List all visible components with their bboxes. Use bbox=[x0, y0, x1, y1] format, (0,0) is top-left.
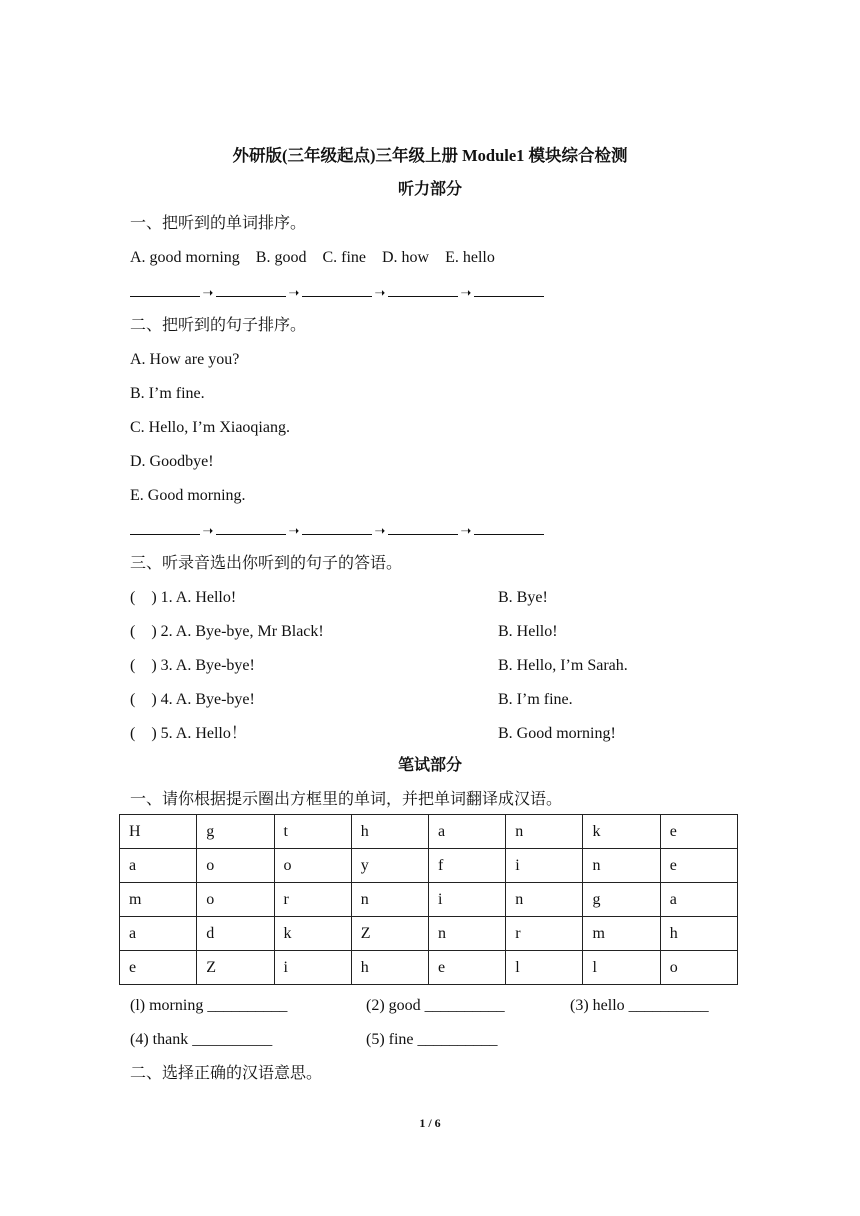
document-title: 外研版(三年级起点)三年级上册 Module1 模块综合检测 bbox=[232, 146, 628, 165]
letter-grid bbox=[119, 814, 738, 985]
arrow-icon: ➝ bbox=[460, 523, 472, 538]
answer-blank[interactable] bbox=[216, 282, 286, 297]
answer-blank[interactable] bbox=[130, 282, 200, 297]
choice-item-b: B. Good morning! bbox=[498, 725, 616, 742]
arrow-icon: ➝ bbox=[374, 523, 386, 538]
grid-cell[interactable]: e bbox=[120, 951, 197, 985]
grid-cell[interactable]: g bbox=[197, 815, 274, 849]
answer-blank[interactable] bbox=[302, 520, 372, 535]
grid-cell[interactable]: o bbox=[660, 951, 737, 985]
written-q1-instruction: 一、请你根据提示圈出方框里的单词，并把单词翻译成汉语。 bbox=[130, 791, 563, 808]
sentence-item: D. Goodbye! bbox=[130, 453, 214, 470]
listening-q3-instruction: 三、听录音选出你听到的句子的答语。 bbox=[130, 555, 403, 572]
grid-cell[interactable]: g bbox=[583, 883, 660, 917]
answer-blank[interactable] bbox=[474, 282, 544, 297]
grid-cell[interactable]: i bbox=[274, 951, 351, 985]
sentence-item: B. I’m fine. bbox=[130, 385, 205, 402]
answer-blank[interactable] bbox=[216, 520, 286, 535]
grid-cell[interactable]: Z bbox=[351, 917, 428, 951]
grid-cell[interactable]: e bbox=[429, 951, 506, 985]
grid-cell[interactable]: n bbox=[429, 917, 506, 951]
translation-prompt: (5) fine __________ bbox=[366, 1031, 498, 1048]
grid-row bbox=[120, 883, 738, 917]
page-number: 1 / 6 bbox=[419, 1116, 441, 1130]
grid-cell[interactable]: a bbox=[120, 917, 197, 951]
arrow-icon: ➝ bbox=[460, 285, 472, 300]
grid-cell[interactable]: l bbox=[583, 951, 660, 985]
sentence-item: A. How are you? bbox=[130, 351, 240, 368]
grid-cell[interactable]: f bbox=[429, 849, 506, 883]
arrow-icon: ➝ bbox=[288, 523, 300, 538]
choice-item-a: ( ) 3. A. Bye-bye! bbox=[130, 657, 255, 674]
translation-prompt: (3) hello __________ bbox=[570, 997, 709, 1014]
choice-item-a: ( ) 4. A. Bye-bye! bbox=[130, 691, 255, 708]
listening-q2-answer-blanks bbox=[130, 520, 544, 541]
sentence-item: E. Good morning. bbox=[130, 487, 246, 504]
grid-row bbox=[120, 951, 738, 985]
choice-item-a: ( ) 2. A. Bye-bye, Mr Black! bbox=[130, 623, 324, 640]
grid-cell[interactable]: n bbox=[506, 883, 583, 917]
grid-cell[interactable]: o bbox=[274, 849, 351, 883]
answer-blank[interactable] bbox=[130, 520, 200, 535]
grid-cell[interactable]: n bbox=[351, 883, 428, 917]
answer-blank[interactable] bbox=[388, 520, 458, 535]
written-q2-instruction: 二、选择正确的汉语意思。 bbox=[130, 1065, 323, 1082]
grid-cell[interactable]: a bbox=[429, 815, 506, 849]
grid-cell[interactable]: y bbox=[351, 849, 428, 883]
answer-blank[interactable] bbox=[302, 282, 372, 297]
choice-item-b: B. Bye! bbox=[498, 589, 548, 606]
grid-cell[interactable]: h bbox=[351, 951, 428, 985]
choice-item-b: B. Hello! bbox=[498, 623, 558, 640]
written-section-heading: 笔试部分 bbox=[397, 757, 462, 774]
grid-cell[interactable]: i bbox=[506, 849, 583, 883]
answer-blank[interactable] bbox=[388, 282, 458, 297]
grid-cell[interactable]: e bbox=[660, 815, 737, 849]
grid-cell[interactable]: l bbox=[506, 951, 583, 985]
grid-cell[interactable]: H bbox=[120, 815, 197, 849]
grid-cell[interactable]: a bbox=[660, 883, 737, 917]
choice-item-a: ( ) 1. A. Hello! bbox=[130, 589, 237, 606]
grid-row bbox=[120, 815, 738, 849]
grid-cell[interactable]: d bbox=[197, 917, 274, 951]
listening-q1-instruction: 一、把听到的单词排序。 bbox=[130, 215, 307, 232]
choice-item-a: ( ) 5. A. Hello！ bbox=[130, 725, 247, 742]
grid-cell[interactable]: t bbox=[274, 815, 351, 849]
arrow-icon: ➝ bbox=[288, 285, 300, 300]
choice-item-b: B. Hello, I’m Sarah. bbox=[498, 657, 628, 674]
grid-cell[interactable]: n bbox=[506, 815, 583, 849]
listening-section-heading: 听力部分 bbox=[397, 181, 462, 198]
grid-cell[interactable]: k bbox=[274, 917, 351, 951]
grid-cell[interactable]: r bbox=[506, 917, 583, 951]
sentence-item: C. Hello, I’m Xiaoqiang. bbox=[130, 419, 290, 436]
grid-cell[interactable]: Z bbox=[197, 951, 274, 985]
translation-prompt: (4) thank __________ bbox=[130, 1031, 273, 1048]
grid-cell[interactable]: r bbox=[274, 883, 351, 917]
grid-cell[interactable]: h bbox=[351, 815, 428, 849]
arrow-icon: ➝ bbox=[202, 285, 214, 300]
arrow-icon: ➝ bbox=[374, 285, 386, 300]
listening-q1-answer-blanks bbox=[130, 282, 544, 303]
grid-cell[interactable]: m bbox=[583, 917, 660, 951]
grid-cell[interactable]: a bbox=[120, 849, 197, 883]
choice-item-b: B. I’m fine. bbox=[498, 691, 573, 708]
translation-prompt: (2) good __________ bbox=[366, 997, 505, 1014]
listening-q1-options: A. good morning B. good C. fine D. how E. hello bbox=[130, 249, 495, 266]
grid-cell[interactable]: h bbox=[660, 917, 737, 951]
grid-row bbox=[120, 917, 738, 951]
grid-row bbox=[120, 849, 738, 883]
grid-cell[interactable]: i bbox=[429, 883, 506, 917]
grid-cell[interactable]: o bbox=[197, 883, 274, 917]
grid-cell[interactable]: o bbox=[197, 849, 274, 883]
grid-cell[interactable]: n bbox=[583, 849, 660, 883]
listening-q2-instruction: 二、把听到的句子排序。 bbox=[130, 317, 307, 334]
grid-cell[interactable]: e bbox=[660, 849, 737, 883]
translation-prompt: (l) morning __________ bbox=[130, 997, 288, 1014]
arrow-icon: ➝ bbox=[202, 523, 214, 538]
grid-cell[interactable]: m bbox=[120, 883, 197, 917]
grid-cell[interactable]: k bbox=[583, 815, 660, 849]
answer-blank[interactable] bbox=[474, 520, 544, 535]
